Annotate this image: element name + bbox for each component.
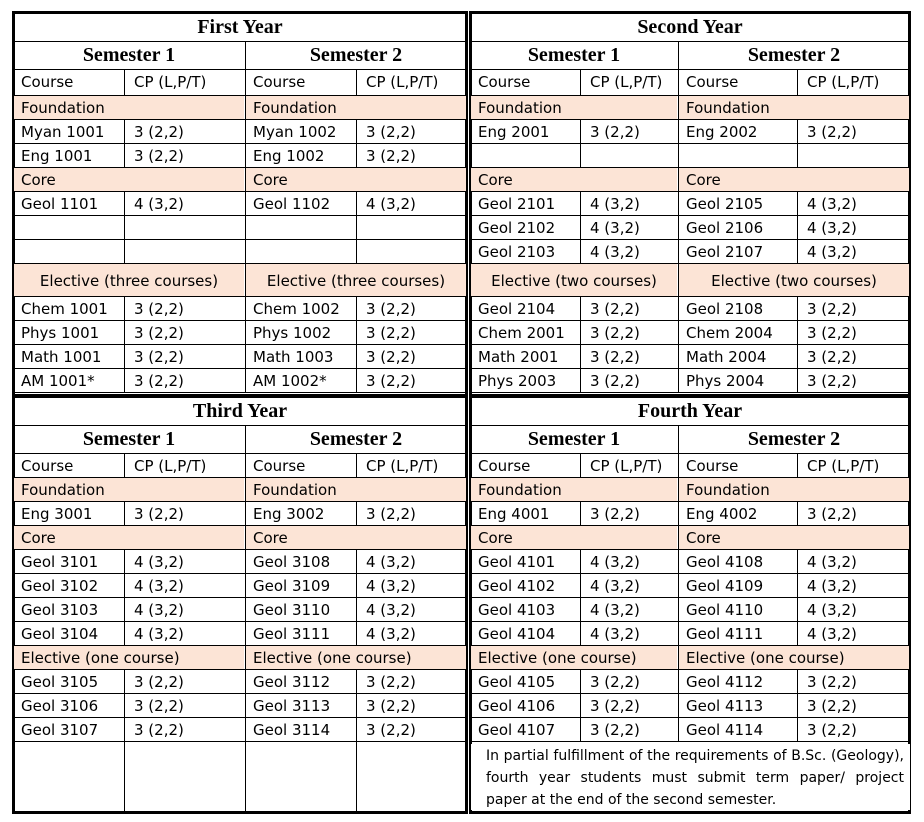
course-code bbox=[478, 144, 578, 168]
course-code: Geol 4112 bbox=[686, 673, 764, 691]
credit-points: 3 (2,2) bbox=[807, 372, 857, 390]
divider bbox=[580, 669, 581, 693]
course-code: Geol 2108 bbox=[686, 300, 764, 318]
course-code: Geol 3104 bbox=[21, 625, 99, 643]
credit-points: 3 (2,2) bbox=[807, 348, 857, 366]
credit-points: 4 (3,2) bbox=[366, 601, 416, 619]
divider bbox=[470, 392, 678, 393]
credit-points: 4 (3,2) bbox=[134, 625, 184, 643]
section-label: Core bbox=[21, 171, 56, 189]
course-code: Geol 1101 bbox=[21, 195, 99, 213]
course-code bbox=[21, 240, 122, 264]
course-code: Eng 4001 bbox=[478, 505, 550, 523]
credit-points: 3 (2,2) bbox=[590, 721, 640, 739]
column-header-cp: CP (L,P/T) bbox=[590, 73, 663, 91]
column-header-cp: CP (L,P/T) bbox=[807, 457, 880, 475]
section-label: Foundation bbox=[478, 99, 562, 117]
credit-points: 3 (2,2) bbox=[807, 324, 857, 342]
divider bbox=[124, 501, 125, 525]
credit-points bbox=[366, 240, 465, 264]
divider bbox=[356, 741, 357, 811]
credit-points: 3 (2,2) bbox=[590, 348, 640, 366]
section-label: Foundation bbox=[21, 481, 105, 499]
divider bbox=[124, 741, 125, 811]
course-code: Eng 2002 bbox=[686, 123, 758, 141]
course-code: Geol 3114 bbox=[253, 721, 331, 739]
divider bbox=[678, 741, 910, 742]
course-code: Math 2001 bbox=[478, 348, 559, 366]
divider bbox=[356, 239, 357, 263]
divider bbox=[124, 573, 125, 597]
section-label: Core bbox=[21, 529, 56, 547]
divider bbox=[678, 41, 679, 392]
column-header-course: Course bbox=[478, 73, 531, 91]
column-header-cp: CP (L,P/T) bbox=[366, 457, 439, 475]
divider bbox=[580, 143, 581, 167]
divider bbox=[467, 41, 468, 392]
course-code: Geol 3101 bbox=[21, 553, 99, 571]
credit-points: 3 (2,2) bbox=[134, 673, 184, 691]
course-code: Geol 4104 bbox=[478, 625, 556, 643]
section-label: Core bbox=[478, 529, 513, 547]
credit-points: 3 (2,2) bbox=[590, 300, 640, 318]
course-code: Geol 3110 bbox=[253, 601, 331, 619]
semester-title: Semester 2 bbox=[309, 44, 403, 66]
divider bbox=[356, 191, 357, 215]
divider bbox=[580, 239, 581, 263]
divider bbox=[797, 191, 798, 215]
semester-title: Semester 2 bbox=[747, 428, 841, 450]
section-label: Elective (one course) bbox=[478, 649, 637, 667]
credit-points: 4 (3,2) bbox=[590, 553, 640, 571]
divider bbox=[469, 425, 911, 426]
section-label: Foundation bbox=[21, 99, 105, 117]
course-code bbox=[253, 216, 354, 240]
course-code: Geol 3113 bbox=[253, 697, 331, 715]
column-header-cp: CP (L,P/T) bbox=[807, 73, 880, 91]
credit-points: 3 (2,2) bbox=[366, 147, 416, 165]
section-label: Elective (three courses) bbox=[39, 271, 219, 290]
course-code bbox=[21, 216, 122, 240]
column-header-course: Course bbox=[686, 73, 739, 91]
credit-points: 4 (3,2) bbox=[807, 553, 857, 571]
credit-points: 4 (3,2) bbox=[590, 577, 640, 595]
divider bbox=[124, 621, 125, 645]
course-code: Geol 2104 bbox=[478, 300, 556, 318]
divider bbox=[797, 621, 798, 645]
divider bbox=[797, 69, 798, 95]
credit-points bbox=[134, 216, 243, 240]
section-label: Elective (one course) bbox=[253, 649, 412, 667]
course-code: Geol 2102 bbox=[478, 219, 556, 237]
credit-points: 4 (3,2) bbox=[590, 219, 640, 237]
credit-points: 3 (2,2) bbox=[134, 123, 184, 141]
credit-points: 3 (2,2) bbox=[366, 505, 416, 523]
semester-title: Semester 1 bbox=[527, 428, 621, 450]
course-code: Geol 3103 bbox=[21, 601, 99, 619]
credit-points: 3 (2,2) bbox=[807, 505, 857, 523]
divider bbox=[124, 191, 125, 215]
divider bbox=[469, 41, 911, 42]
course-code: Chem 1001 bbox=[21, 300, 108, 318]
course-code: Geol 3112 bbox=[253, 673, 331, 691]
course-code: Geol 3106 bbox=[21, 697, 99, 715]
divider bbox=[356, 69, 357, 95]
course-code: Geol 4103 bbox=[478, 601, 556, 619]
credit-points: 4 (3,2) bbox=[366, 553, 416, 571]
credit-points: 3 (2,2) bbox=[590, 324, 640, 342]
divider bbox=[124, 693, 125, 717]
course-code: Geol 4109 bbox=[686, 577, 764, 595]
divider bbox=[124, 320, 125, 344]
course-code: Geol 4110 bbox=[686, 601, 764, 619]
divider bbox=[678, 392, 910, 393]
section-label: Elective (three courses) bbox=[266, 271, 446, 290]
course-code: Eng 3002 bbox=[253, 505, 325, 523]
credit-points bbox=[590, 144, 676, 168]
course-code bbox=[253, 742, 354, 766]
divider bbox=[580, 597, 581, 621]
course-code: Eng 3001 bbox=[21, 505, 93, 523]
divider bbox=[356, 320, 357, 344]
divider bbox=[124, 453, 125, 477]
credit-points: 4 (3,2) bbox=[590, 601, 640, 619]
course-code: Geol 2106 bbox=[686, 219, 764, 237]
column-header-course: Course bbox=[21, 457, 74, 475]
semester-title: Semester 2 bbox=[747, 44, 841, 66]
credit-points: 3 (2,2) bbox=[366, 697, 416, 715]
divider bbox=[797, 239, 798, 263]
divider bbox=[797, 119, 798, 143]
divider bbox=[797, 597, 798, 621]
section-label: Elective (one course) bbox=[21, 649, 180, 667]
divider bbox=[356, 621, 357, 645]
course-code: Geol 4114 bbox=[686, 721, 764, 739]
credit-points: 4 (3,2) bbox=[366, 625, 416, 643]
divider bbox=[580, 215, 581, 239]
divider bbox=[580, 501, 581, 525]
credit-points: 3 (2,2) bbox=[134, 147, 184, 165]
section-label: Foundation bbox=[253, 481, 337, 499]
credit-points: 3 (2,2) bbox=[590, 372, 640, 390]
credit-points: 3 (2,2) bbox=[134, 348, 184, 366]
divider bbox=[580, 368, 581, 392]
divider bbox=[797, 573, 798, 597]
divider bbox=[356, 296, 357, 320]
credit-points bbox=[807, 144, 908, 168]
section-label: Core bbox=[686, 529, 721, 547]
divider bbox=[580, 621, 581, 645]
course-code bbox=[253, 240, 354, 264]
credit-points: 4 (3,2) bbox=[807, 195, 857, 213]
divider bbox=[124, 597, 125, 621]
divider bbox=[797, 344, 798, 368]
divider bbox=[356, 597, 357, 621]
divider bbox=[797, 296, 798, 320]
credit-points bbox=[366, 742, 465, 766]
course-code: Chem 2001 bbox=[478, 324, 565, 342]
semester-title: Semester 1 bbox=[527, 44, 621, 66]
course-code: Phys 1002 bbox=[253, 324, 332, 342]
divider bbox=[356, 501, 357, 525]
divider bbox=[797, 693, 798, 717]
section-label: Core bbox=[686, 171, 721, 189]
divider bbox=[124, 119, 125, 143]
credit-points: 3 (2,2) bbox=[590, 505, 640, 523]
column-header-course: Course bbox=[21, 73, 74, 91]
credit-points: 4 (3,2) bbox=[134, 553, 184, 571]
course-code: Geol 4106 bbox=[478, 697, 556, 715]
divider bbox=[797, 368, 798, 392]
course-code: Eng 2001 bbox=[478, 123, 550, 141]
divider bbox=[580, 296, 581, 320]
divider bbox=[580, 693, 581, 717]
divider bbox=[580, 344, 581, 368]
course-code: Geol 1102 bbox=[253, 195, 331, 213]
divider bbox=[245, 811, 467, 812]
course-code: Geol 3105 bbox=[21, 673, 99, 691]
credit-points: 4 (3,2) bbox=[134, 195, 184, 213]
course-code: Geol 4107 bbox=[478, 721, 556, 739]
credit-points: 3 (2,2) bbox=[134, 697, 184, 715]
divider bbox=[124, 143, 125, 167]
credit-points: 3 (2,2) bbox=[134, 300, 184, 318]
divider bbox=[580, 573, 581, 597]
divider bbox=[797, 501, 798, 525]
credit-points: 3 (2,2) bbox=[366, 673, 416, 691]
credit-points bbox=[134, 742, 243, 766]
credit-points: 4 (3,2) bbox=[590, 243, 640, 261]
section-label: Core bbox=[478, 171, 513, 189]
year-title: Fourth Year bbox=[637, 400, 743, 422]
divider bbox=[356, 573, 357, 597]
divider bbox=[356, 669, 357, 693]
course-code bbox=[686, 144, 795, 168]
divider bbox=[12, 41, 468, 42]
divider bbox=[356, 368, 357, 392]
divider bbox=[12, 425, 468, 426]
credit-points: 3 (2,2) bbox=[590, 673, 640, 691]
divider bbox=[124, 344, 125, 368]
course-code: AM 1002* bbox=[253, 372, 327, 390]
course-code: Math 1001 bbox=[21, 348, 102, 366]
divider bbox=[13, 392, 245, 393]
divider bbox=[124, 368, 125, 392]
divider bbox=[580, 549, 581, 573]
column-header-course: Course bbox=[253, 73, 306, 91]
section-label: Foundation bbox=[253, 99, 337, 117]
divider bbox=[356, 693, 357, 717]
credit-points: 4 (3,2) bbox=[366, 577, 416, 595]
year-title: First Year bbox=[197, 16, 283, 38]
credit-points: 3 (2,2) bbox=[807, 673, 857, 691]
credit-points: 4 (3,2) bbox=[807, 625, 857, 643]
credit-points: 3 (2,2) bbox=[134, 721, 184, 739]
section-label: Foundation bbox=[478, 481, 562, 499]
credit-points: 4 (3,2) bbox=[590, 625, 640, 643]
column-header-course: Course bbox=[686, 457, 739, 475]
credit-points: 3 (2,2) bbox=[590, 697, 640, 715]
year-title: Third Year bbox=[192, 400, 288, 422]
divider bbox=[580, 453, 581, 477]
column-header-cp: CP (L,P/T) bbox=[590, 457, 663, 475]
column-header-course: Course bbox=[253, 457, 306, 475]
column-header-cp: CP (L,P/T) bbox=[134, 73, 207, 91]
divider bbox=[580, 320, 581, 344]
credit-points bbox=[134, 240, 243, 264]
credit-points: 3 (2,2) bbox=[807, 123, 857, 141]
divider bbox=[797, 549, 798, 573]
divider bbox=[13, 811, 245, 812]
semester-title: Semester 1 bbox=[82, 44, 176, 66]
course-code: Myan 1002 bbox=[253, 123, 337, 141]
course-code: Geol 4101 bbox=[478, 553, 556, 571]
divider bbox=[356, 344, 357, 368]
credit-points: 3 (2,2) bbox=[366, 348, 416, 366]
column-header-cp: CP (L,P/T) bbox=[366, 73, 439, 91]
divider bbox=[467, 425, 468, 811]
divider bbox=[580, 191, 581, 215]
section-label: Elective (two courses) bbox=[711, 271, 877, 290]
divider bbox=[124, 239, 125, 263]
semester-title: Semester 2 bbox=[309, 428, 403, 450]
credit-points: 4 (3,2) bbox=[807, 219, 857, 237]
credit-points: 4 (3,2) bbox=[590, 195, 640, 213]
fourth-year-note: In partial fulfillment of the requirements of B.Sc. (Geology), fourth year students must submit term paper/ project paper at the end of the second semester. bbox=[486, 748, 904, 808]
credit-points: 3 (2,2) bbox=[366, 372, 416, 390]
course-code: Phys 2004 bbox=[686, 372, 765, 390]
credit-points bbox=[366, 216, 465, 240]
divider bbox=[124, 717, 125, 741]
course-code: Chem 2004 bbox=[686, 324, 773, 342]
divider bbox=[470, 741, 678, 742]
divider bbox=[356, 717, 357, 741]
credit-points: 4 (3,2) bbox=[807, 577, 857, 595]
course-code: Math 2004 bbox=[686, 348, 767, 366]
divider bbox=[797, 215, 798, 239]
section-label: Elective (one course) bbox=[686, 649, 845, 667]
course-code: Geol 2105 bbox=[686, 195, 764, 213]
credit-points: 4 (3,2) bbox=[366, 195, 416, 213]
course-code: Geol 3108 bbox=[253, 553, 331, 571]
divider bbox=[245, 41, 246, 392]
divider bbox=[910, 41, 911, 392]
course-code: Geol 4111 bbox=[686, 625, 764, 643]
course-code: Geol 2103 bbox=[478, 243, 556, 261]
credit-points: 3 (2,2) bbox=[590, 123, 640, 141]
section-label: Elective (two courses) bbox=[491, 271, 657, 290]
column-header-course: Course bbox=[478, 457, 531, 475]
credit-points: 3 (2,2) bbox=[366, 721, 416, 739]
course-code: Geol 3107 bbox=[21, 721, 99, 739]
section-label: Foundation bbox=[686, 99, 770, 117]
course-code: Geol 4102 bbox=[478, 577, 556, 595]
divider bbox=[356, 143, 357, 167]
divider bbox=[580, 717, 581, 741]
column-header-cp: CP (L,P/T) bbox=[134, 457, 207, 475]
divider bbox=[580, 69, 581, 95]
course-code: Phys 2003 bbox=[478, 372, 557, 390]
divider bbox=[245, 392, 467, 393]
course-code: Phys 1001 bbox=[21, 324, 100, 342]
divider bbox=[797, 717, 798, 741]
course-code: Geol 3102 bbox=[21, 577, 99, 595]
divider bbox=[580, 119, 581, 143]
credit-points: 4 (3,2) bbox=[134, 577, 184, 595]
credit-points: 4 (3,2) bbox=[807, 243, 857, 261]
course-code: Geol 4105 bbox=[478, 673, 556, 691]
divider bbox=[124, 549, 125, 573]
course-code: Chem 1002 bbox=[253, 300, 340, 318]
credit-points: 3 (2,2) bbox=[366, 324, 416, 342]
divider bbox=[356, 215, 357, 239]
credit-points: 3 (2,2) bbox=[134, 372, 184, 390]
course-code: Geol 3109 bbox=[253, 577, 331, 595]
divider bbox=[797, 453, 798, 477]
divider bbox=[356, 453, 357, 477]
credit-points: 3 (2,2) bbox=[366, 300, 416, 318]
course-code bbox=[21, 742, 122, 766]
divider bbox=[797, 143, 798, 167]
course-code: Geol 3111 bbox=[253, 625, 331, 643]
credit-points: 3 (2,2) bbox=[807, 300, 857, 318]
course-code: Geol 2107 bbox=[686, 243, 764, 261]
year-title: Second Year bbox=[637, 16, 743, 38]
course-code: Eng 1001 bbox=[21, 147, 93, 165]
divider bbox=[797, 669, 798, 693]
course-code: Geol 4113 bbox=[686, 697, 764, 715]
course-code: Geol 2101 bbox=[478, 195, 556, 213]
credit-points: 4 (3,2) bbox=[807, 601, 857, 619]
divider bbox=[124, 296, 125, 320]
course-code: Math 1003 bbox=[253, 348, 334, 366]
credit-points: 3 (2,2) bbox=[807, 721, 857, 739]
divider bbox=[910, 425, 911, 741]
divider bbox=[797, 320, 798, 344]
course-code: Geol 4108 bbox=[686, 553, 764, 571]
section-label: Core bbox=[253, 529, 288, 547]
credit-points: 3 (2,2) bbox=[807, 697, 857, 715]
course-code: Eng 1002 bbox=[253, 147, 325, 165]
section-label: Foundation bbox=[686, 481, 770, 499]
divider bbox=[356, 549, 357, 573]
credit-points: 3 (2,2) bbox=[134, 505, 184, 523]
course-code: Eng 4002 bbox=[686, 505, 758, 523]
course-code: Myan 1001 bbox=[21, 123, 105, 141]
divider bbox=[124, 215, 125, 239]
credit-points: 3 (2,2) bbox=[366, 123, 416, 141]
course-code: AM 1001* bbox=[21, 372, 95, 390]
divider bbox=[124, 69, 125, 95]
credit-points: 3 (2,2) bbox=[134, 324, 184, 342]
credit-points: 4 (3,2) bbox=[134, 601, 184, 619]
section-label: Core bbox=[253, 171, 288, 189]
semester-title: Semester 1 bbox=[82, 428, 176, 450]
divider bbox=[356, 119, 357, 143]
divider bbox=[124, 669, 125, 693]
